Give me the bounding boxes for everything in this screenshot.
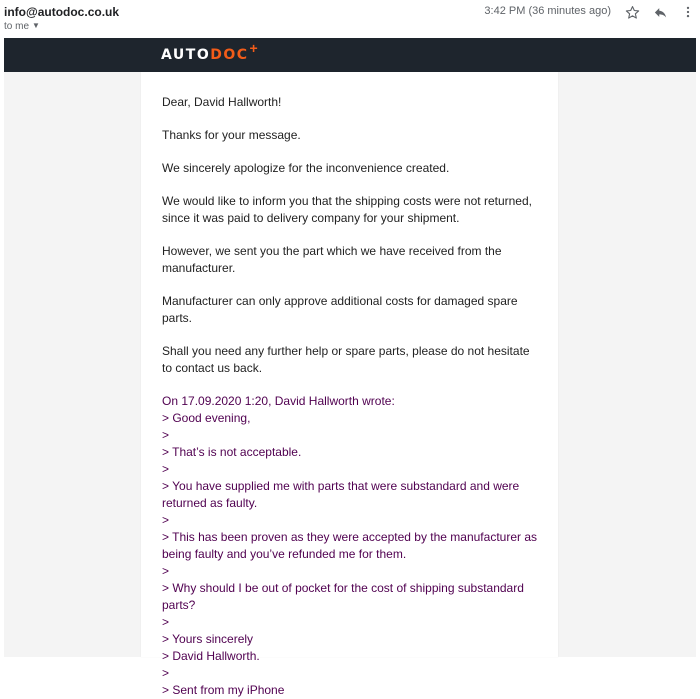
email-header [0,0,700,38]
quote-line: > [162,462,170,476]
brand-banner [4,38,696,72]
message-content [162,94,542,699]
logo-text-white: AUTO [161,47,211,63]
quoted-message [162,393,542,699]
sender-address[interactable]: info@autodoc.co.uk [4,5,120,19]
paragraph: We would like to inform you that the shipping costs were not returned, since it was paid to delivery company for your shipment. [162,194,532,225]
quote-line: > [162,615,170,629]
paragraph: We sincerely apologize for the inconvenience created. [162,161,450,175]
logo-text-orange: DOC [210,47,249,63]
recipient-label: to me [4,21,30,32]
quote-line: > Why should I be out of pocket for the cost of shipping substandard parts? [162,581,524,612]
paragraph: Manufacturer can only approve additional costs for damaged spare parts. [162,294,518,325]
quote-line: > You have supplied me with parts that were substandard and were returned as faulty. [162,479,520,510]
quote-line: > Yours sincerely [162,632,254,646]
quote-line: > Good evening, [162,411,251,425]
quote-line: > [162,513,170,527]
more-vert-icon[interactable] [678,2,698,22]
paragraph: Thanks for your message. [162,128,301,142]
paragraph: Shall you need any further help or spare parts, please do not hesitate to contact us back. [162,344,530,375]
quote-line: > That’s is not acceptable. [162,445,302,459]
reply-icon[interactable] [650,2,670,22]
quote-line: > [162,666,170,680]
quote-header: On 17.09.2020 1:20, David Hallworth wrote: [162,394,395,408]
chevron-down-icon[interactable]: ▼ [32,21,40,30]
email-timestamp: 3:42 PM (36 minutes ago) [484,5,611,17]
quote-line: > David Hallworth. [162,649,260,663]
quote-line: > This has been proven as they were accepted by the manufacturer as being faulty and you’ve refunded me for them. [162,530,537,561]
paragraph: However, we sent you the part which we have received from the manufacturer. [162,244,502,275]
quote-line: > Sent from my iPhone [162,683,285,697]
greeting: Dear, David Hallworth! [162,95,282,109]
logo-plus: + [249,40,258,56]
message-card [141,72,558,697]
recipient-toggle[interactable] [4,21,40,32]
quote-line: > [162,428,170,442]
autodoc-logo[interactable] [161,42,258,68]
star-icon[interactable] [622,2,642,22]
quote-line: > [162,564,170,578]
